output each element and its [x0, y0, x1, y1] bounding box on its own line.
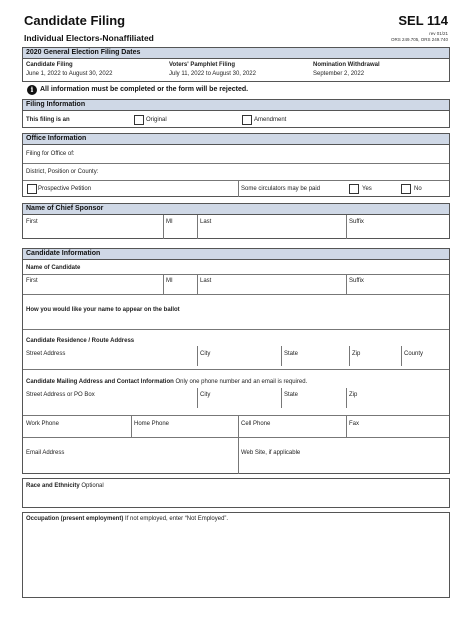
info-icon: i [27, 85, 37, 95]
no-checkbox[interactable] [401, 184, 411, 194]
yes-label: Yes [362, 186, 372, 192]
race-ethnicity-label-row [26, 483, 104, 489]
original-checkbox[interactable] [134, 115, 144, 125]
sponsor-first-field[interactable]: First [26, 219, 38, 225]
yes-checkbox[interactable] [349, 184, 359, 194]
candidate-first-field[interactable]: First [26, 278, 38, 284]
sponsor-suffix-field[interactable]: Suffix [349, 219, 364, 225]
candidate-suffix-field[interactable]: Suffix [349, 278, 364, 284]
original-label: Original [146, 117, 167, 123]
candidate-filing-dates: June 1, 2022 to August 30, 2022 [26, 71, 113, 77]
prospective-petition-checkbox[interactable] [27, 184, 37, 194]
occupation-note: If not employed, enter “Not Employed”. [125, 516, 229, 522]
occupation-section[interactable] [22, 512, 450, 598]
residence-label: Candidate Residence / Route Address [26, 338, 135, 344]
no-label: No [414, 186, 422, 192]
sponsor-mi-field[interactable]: MI [166, 219, 173, 225]
form-number: SEL 114 [398, 13, 448, 28]
revision-date: rev 01/21 [429, 31, 448, 36]
name-of-candidate-label: Name of Candidate [26, 265, 81, 271]
fax-field[interactable]: Fax [349, 421, 360, 427]
chief-sponsor-section [22, 203, 450, 239]
mailing-label-row [26, 379, 307, 385]
cell-phone-field[interactable]: Cell Phone [241, 421, 271, 427]
sponsor-last-field[interactable]: Last [200, 219, 212, 225]
pamphlet-filing-dates: July 11, 2022 to August 30, 2022 [169, 71, 256, 77]
chief-sponsor-header: Name of Chief Sponsor [23, 204, 449, 215]
candidate-filing-label: Candidate Filing [26, 62, 73, 68]
mailing-note: Only one phone number and an email is required. [175, 379, 308, 385]
work-phone-field[interactable]: Work Phone [26, 421, 59, 427]
filing-information-section [22, 99, 450, 128]
race-ethnicity-note: Optional [81, 483, 104, 489]
mailing-city-field[interactable]: City [200, 392, 211, 398]
form-title: Candidate Filing [24, 13, 126, 28]
website-field[interactable]: Web Site, if applicable [241, 450, 301, 456]
residence-state-field[interactable]: State [284, 351, 299, 357]
prospective-petition-label: Prospective Petition [38, 186, 92, 192]
filing-information-header: Filing Information [23, 100, 449, 111]
residence-county-field[interactable]: County [404, 351, 424, 357]
filing-dates-header: 2020 General Election Filing Dates [23, 48, 449, 59]
filing-type-label: This filing is an [26, 117, 70, 123]
residence-street-field[interactable]: Street Address [26, 351, 66, 357]
required-warning: All information must be completed or the form will be rejected. [40, 86, 249, 93]
residence-zip-field[interactable]: Zip [352, 351, 361, 357]
race-ethnicity-section[interactable] [22, 478, 450, 508]
candidate-information-section [22, 248, 450, 474]
ballot-name-field[interactable]: How you would like your name to appear on the ballot [26, 307, 180, 313]
occupation-label-row [26, 516, 228, 522]
home-phone-field[interactable]: Home Phone [134, 421, 170, 427]
mailing-zip-field[interactable]: Zip [349, 392, 358, 398]
filing-for-office-field[interactable]: Filing for Office of: [26, 151, 75, 157]
withdrawal-date: September 2, 2022 [313, 71, 365, 77]
race-ethnicity-label: Race and Ethnicity [26, 483, 80, 489]
residence-city-field[interactable]: City [200, 351, 211, 357]
amendment-label: Amendment [254, 117, 287, 123]
district-field[interactable]: District, Position or County: [26, 169, 99, 175]
candidate-mi-field[interactable]: MI [166, 278, 173, 284]
candidate-information-header: Candidate Information [23, 249, 449, 260]
occupation-label: Occupation (present employment) [26, 516, 124, 522]
email-field[interactable]: Email Address [26, 450, 65, 456]
revision-info [391, 31, 448, 43]
filing-dates-section [22, 47, 450, 82]
withdrawal-label: Nomination Withdrawal [313, 62, 380, 68]
form-subtitle: Individual Electors-Nonaffiliated [24, 33, 154, 43]
statutes: ORS 249.705, ORS 249.740 [390, 37, 448, 42]
mailing-label: Candidate Mailing Address and Contact Information [26, 379, 174, 385]
mailing-state-field[interactable]: State [284, 392, 299, 398]
pamphlet-filing-label: Voters' Pamphlet Filing [169, 62, 235, 68]
candidate-last-field[interactable]: Last [200, 278, 212, 284]
office-information-section [22, 133, 450, 197]
amendment-checkbox[interactable] [242, 115, 252, 125]
circulators-paid-label: Some circulators may be paid [241, 186, 321, 192]
office-information-header: Office Information [23, 134, 449, 145]
mailing-street-field[interactable]: Street Address or PO Box [26, 392, 95, 398]
